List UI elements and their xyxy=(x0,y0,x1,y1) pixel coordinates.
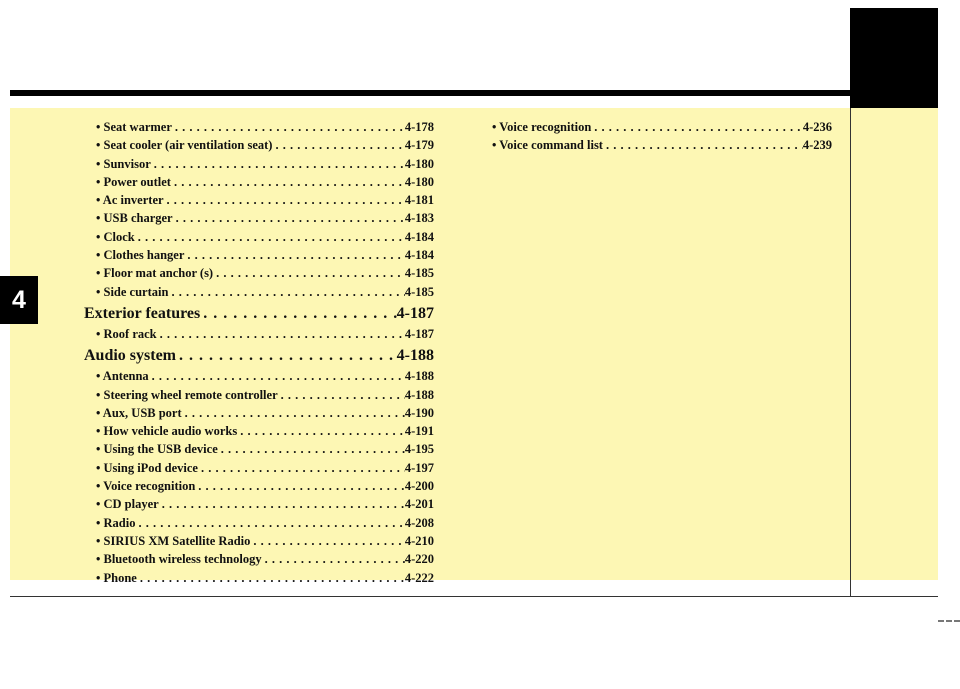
dot-leader xyxy=(135,516,404,531)
dot-leader xyxy=(151,157,405,172)
dot-leader xyxy=(137,571,405,586)
toc-entry-label: • Radio xyxy=(96,515,136,530)
toc-entry[interactable] xyxy=(84,327,434,345)
dot-leader xyxy=(250,534,404,549)
toc-entry[interactable] xyxy=(84,516,434,534)
toc-entry[interactable] xyxy=(84,285,434,303)
dot-leader xyxy=(195,479,405,494)
toc-entry-page: 4-210 xyxy=(404,533,434,548)
toc-entry-page: 4-178 xyxy=(404,120,434,134)
toc-entry-label: • Using the USB device xyxy=(96,442,218,457)
dot-leader xyxy=(272,138,404,153)
toc-entry-label: • Power outlet xyxy=(96,174,171,189)
toc-entry-page: 4-195 xyxy=(404,442,434,457)
toc-entry-label: • Side curtain xyxy=(96,284,169,299)
dot-leader xyxy=(182,406,405,421)
toc-entry-page: 4-191 xyxy=(404,424,434,439)
toc-entry-label: • Clothes hanger xyxy=(96,248,185,263)
toc-entry-page: 4-220 xyxy=(404,552,434,567)
toc-entry-label: Exterior features xyxy=(84,304,201,322)
toc-entry[interactable] xyxy=(84,442,434,460)
toc-entry[interactable] xyxy=(84,211,434,229)
toc-entry-page: 4-183 xyxy=(404,211,434,226)
toc-entry[interactable] xyxy=(84,388,434,406)
toc-entry-page: 4-188 xyxy=(404,369,434,384)
toc-entry-page: 4-180 xyxy=(404,156,434,171)
dot-leader xyxy=(591,120,803,135)
toc-entry-label: • SIRIUS XM Satellite Radio xyxy=(96,533,251,548)
toc-entry[interactable] xyxy=(84,138,434,156)
toc-entry-label: • Voice command list xyxy=(492,138,603,153)
dot-leader xyxy=(278,388,405,403)
toc-entry-page: 4-188 xyxy=(404,387,434,402)
toc-entry-page: 4-200 xyxy=(404,479,434,494)
toc-entry-page: 4-188 xyxy=(396,347,434,365)
toc-entry-label: • Voice recognition xyxy=(492,120,592,134)
dot-leader xyxy=(164,193,405,208)
toc-entry-label: • Phone xyxy=(96,570,137,585)
toc-entry-label: • Aux, USB port xyxy=(96,405,182,420)
top-rule xyxy=(10,90,850,96)
toc-entry-page: 4-181 xyxy=(404,193,434,208)
toc-entry-page: 4-187 xyxy=(396,304,434,322)
toc-entry-label: • Voice recognition xyxy=(96,479,196,494)
toc-entry-label: • Seat cooler (air ventilation seat) xyxy=(96,138,273,153)
dot-leader xyxy=(159,497,405,512)
toc-entry-page: 4-185 xyxy=(404,284,434,299)
toc-entry-label: • Using iPod device xyxy=(96,460,198,475)
toc-entry-page: 4-190 xyxy=(404,405,434,420)
toc-entry[interactable] xyxy=(84,266,434,284)
toc-entry-label: • CD player xyxy=(96,497,159,512)
toc-entry-page: 4-180 xyxy=(404,174,434,189)
toc-entry[interactable] xyxy=(84,571,434,589)
corner-tab xyxy=(850,8,938,110)
toc-entry[interactable] xyxy=(84,120,434,138)
toc-entry[interactable] xyxy=(480,138,832,156)
toc-entry[interactable] xyxy=(84,479,434,497)
dot-leader xyxy=(168,285,404,300)
page-edge-marks xyxy=(938,620,960,622)
toc-right-column xyxy=(480,120,832,157)
dot-leader xyxy=(198,461,405,476)
toc-entry-label: • Sunvisor xyxy=(96,156,151,171)
toc-entry-label: • Antenna xyxy=(96,369,149,384)
toc-entry[interactable] xyxy=(84,424,434,442)
toc-entry-page: 4-184 xyxy=(404,248,434,263)
dot-leader xyxy=(237,424,405,439)
toc-section-entry[interactable] xyxy=(84,305,434,327)
toc-entry-page: 4-239 xyxy=(802,138,832,153)
toc-entry[interactable] xyxy=(84,461,434,479)
toc-entry[interactable] xyxy=(84,534,434,552)
toc-entry[interactable] xyxy=(84,497,434,515)
toc-entry-label: • Ac inverter xyxy=(96,193,164,208)
toc-entry-label: • Seat warmer xyxy=(96,120,172,134)
toc-entry-page: 4-197 xyxy=(404,460,434,475)
toc-entry-page: 4-222 xyxy=(404,570,434,585)
dot-leader xyxy=(218,442,405,457)
dot-leader xyxy=(200,305,396,323)
toc-entry-label: • Bluetooth wireless technology xyxy=(96,552,262,567)
toc-entry-page: 4-179 xyxy=(404,138,434,153)
toc-entry[interactable] xyxy=(84,175,434,193)
toc-entry[interactable] xyxy=(84,406,434,424)
toc-entry-page: 4-208 xyxy=(404,515,434,530)
toc-entry[interactable] xyxy=(480,120,832,138)
toc-entry[interactable] xyxy=(84,552,434,570)
toc-entry-page: 4-185 xyxy=(404,266,434,281)
toc-entry-page: 4-187 xyxy=(404,326,434,341)
dot-leader xyxy=(135,230,405,245)
toc-entry[interactable] xyxy=(84,369,434,387)
toc-entry-page: 4-236 xyxy=(802,120,832,134)
bottom-rule xyxy=(10,596,938,597)
toc-entry[interactable] xyxy=(84,248,434,266)
margin-divider xyxy=(850,108,851,596)
dot-leader xyxy=(171,175,405,190)
dot-leader xyxy=(157,327,405,342)
dot-leader xyxy=(262,552,405,567)
toc-entry-label: • Roof rack xyxy=(96,326,157,341)
toc-entry-label: • Floor mat anchor (s) xyxy=(96,266,214,281)
toc-entry-label: • Clock xyxy=(96,229,135,244)
dot-leader xyxy=(213,266,405,281)
toc-entry-label: • How vehicle audio works xyxy=(96,424,238,439)
dot-leader xyxy=(149,369,405,384)
dot-leader xyxy=(172,120,405,135)
dot-leader xyxy=(173,211,405,226)
dot-leader xyxy=(184,248,404,263)
toc-entry-page: 4-201 xyxy=(404,497,434,512)
toc-entry-label: • USB charger xyxy=(96,211,173,226)
chapter-tab: 4 xyxy=(0,276,38,324)
toc-entry[interactable] xyxy=(84,157,434,175)
toc-entry[interactable] xyxy=(84,230,434,248)
toc-entry-label: • Steering wheel remote controller xyxy=(96,387,278,402)
toc-section-entry[interactable] xyxy=(84,347,434,369)
toc-entry-label: Audio system xyxy=(84,347,177,365)
toc-entry[interactable] xyxy=(84,193,434,211)
dot-leader xyxy=(603,138,803,153)
toc-left-column xyxy=(84,120,434,589)
dot-leader xyxy=(176,347,397,365)
toc-entry-page: 4-184 xyxy=(404,229,434,244)
